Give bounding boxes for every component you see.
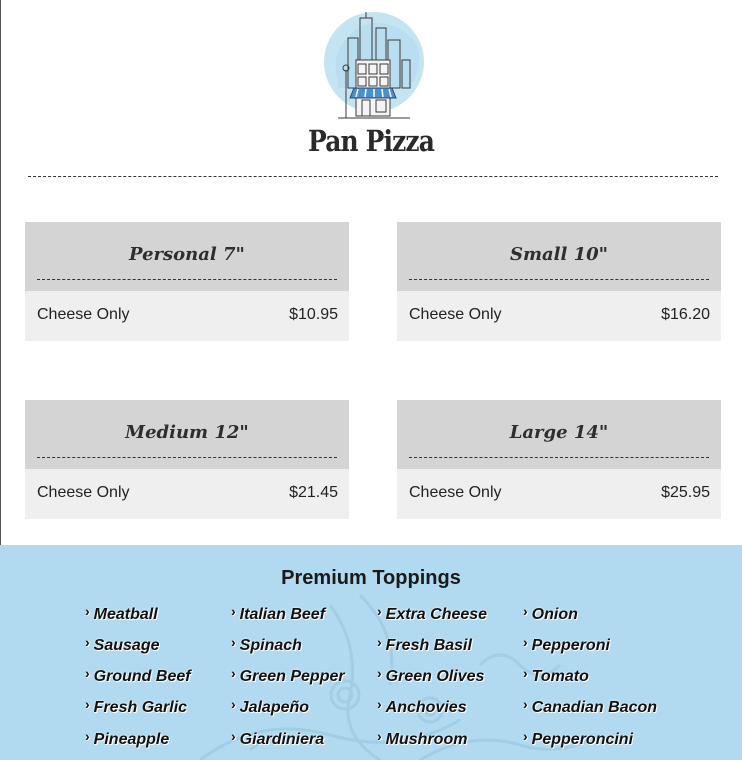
chevron-right-icon: › [231,728,236,744]
premium-toppings-section [0,545,742,760]
topping-item: › Tomato [523,665,589,685]
card-divider [37,279,337,280]
item-name: Cheese Only [409,306,502,323]
chevron-right-icon: › [377,665,382,681]
chevron-right-icon: › [231,634,236,650]
size-title: Large 14" [509,422,609,443]
chevron-right-icon: › [377,696,382,712]
size-title: Small 10" [509,244,609,265]
chevron-right-icon: › [85,728,90,744]
chevron-right-icon: › [377,603,382,619]
size-title: Medium 12" [125,422,249,443]
card-divider [409,279,709,280]
chevron-right-icon: › [231,665,236,681]
chevron-right-icon: › [523,665,528,681]
size-card-personal [25,222,349,341]
topping-item: › Italian Beef [231,603,326,623]
topping-item: › Fresh Garlic [85,696,188,716]
card-row [397,469,721,519]
topping-item: › Onion [523,603,578,623]
topping-item: › Pepperoni [523,634,610,654]
card-header [25,400,349,469]
topping-item: › Spinach [231,634,302,654]
topping-item: › Pepperoncini [523,728,634,748]
item-name: Cheese Only [409,484,502,501]
chevron-right-icon: › [523,728,528,744]
topping-item: › Mushroom [377,728,468,748]
topping-item: › Giardiniera [231,728,325,748]
size-card-large [397,400,721,519]
chevron-right-icon: › [523,603,528,619]
chevron-right-icon: › [231,696,236,712]
size-card-medium [25,400,349,519]
chevron-right-icon: › [377,728,382,744]
item-price: $25.95 [661,484,710,501]
item-price: $21.45 [289,484,338,501]
item-price: $10.95 [289,306,338,323]
card-header [25,222,349,291]
topping-item: › Anchovies [377,696,467,716]
chevron-right-icon: › [85,696,90,712]
topping-item: › Green Olives [377,665,485,685]
title-divider [28,176,718,177]
topping-item: › Green Pepper [231,665,345,685]
topping-item: › Extra Cheese [377,603,488,623]
item-price: $16.20 [661,306,710,323]
card-divider [37,457,337,458]
chevron-right-icon: › [523,696,528,712]
chevron-right-icon: › [85,665,90,681]
chevron-right-icon: › [523,634,528,650]
card-row [25,291,349,341]
card-row [25,469,349,519]
item-name: Cheese Only [37,484,130,501]
storefront-skyline-logo [318,10,430,122]
card-row [397,291,721,341]
item-name: Cheese Only [37,306,130,323]
card-header [397,222,721,291]
topping-item: › Meatball [85,603,158,623]
page-title: Pan Pizza [307,124,435,158]
topping-item: › Canadian Bacon [523,696,658,716]
left-border [0,0,1,545]
topping-item: › Sausage [85,634,160,654]
topping-item: › Ground Beef [85,665,191,685]
topping-item: › Jalapeño [231,696,310,716]
chevron-right-icon: › [377,634,382,650]
chevron-right-icon: › [231,603,236,619]
size-title: Personal 7" [129,244,245,265]
chevron-right-icon: › [85,634,90,650]
topping-item: › Fresh Basil [377,634,472,654]
chevron-right-icon: › [85,603,90,619]
size-card-small [397,222,721,341]
topping-item: › Pineapple [85,728,170,748]
card-header [397,400,721,469]
card-divider [409,457,709,458]
section-title: Premium Toppings [281,567,461,589]
